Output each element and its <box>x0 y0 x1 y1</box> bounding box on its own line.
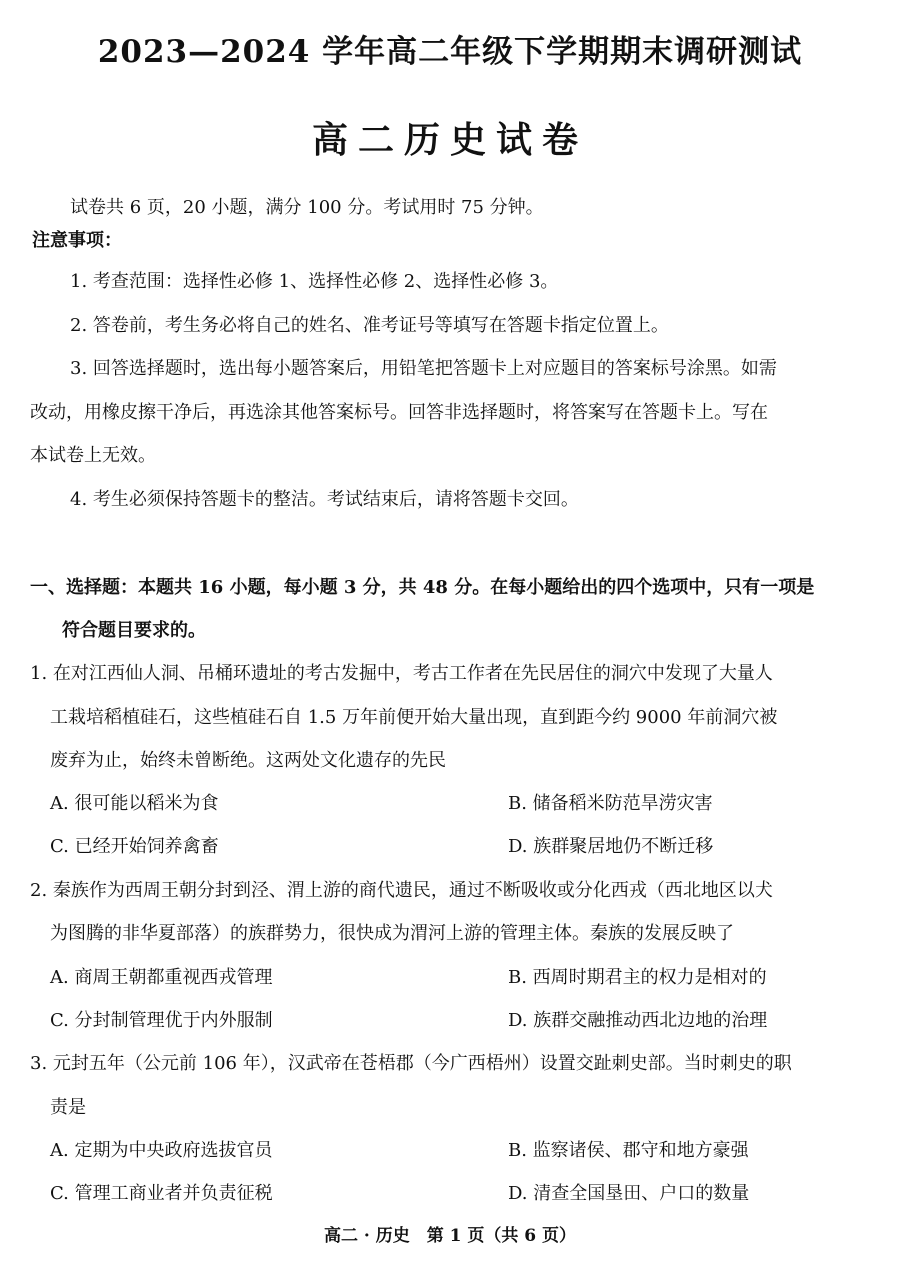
question-1-option-d: D. 族群聚居地仍不断迁移 <box>508 836 714 857</box>
question-1-option-b: B. 储备稻米防范旱涝灾害 <box>508 793 713 814</box>
notice-item: 1. 考查范围：选择性必修 1、选择性必修 2、选择性必修 3。 <box>70 271 559 292</box>
question-3-option-b: B. 监察诸侯、郡守和地方豪强 <box>508 1140 749 1161</box>
page-footer: 高二 · 历史 第 1 页（共 6 页） <box>323 1226 577 1246</box>
question-3-option-c: C. 管理工商业者并负责征税 <box>50 1183 273 1204</box>
question-3-text: 3. 元封五年（公元前 106 年），汉武帝在苍梧郡（今广西梧州）设置交趾刺史部。当时刺史的职 <box>30 1053 792 1074</box>
question-1-text: 1. 在对江西仙人洞、吊桶环遗址的考古发掘中，考古工作者在先民居住的洞穴中发现了大量人 <box>30 663 773 684</box>
section-heading: 一、选择题：本题共 16 小题，每小题 3 分，共 48 分。在每小题给出的四个选项中，只有一项是 <box>30 577 815 598</box>
notice-heading: 注意事项： <box>32 230 122 251</box>
question-1-text: 废弃为止，始终未曾断绝。这两处文化遗存的先民 <box>50 750 446 771</box>
question-2-option-b: B. 西周时期君主的权力是相对的 <box>508 967 767 988</box>
question-2-text: 2. 秦族作为西周王朝分封到泾、渭上游的商代遗民，通过不断吸收或分化西戎（西北地区以犬 <box>30 880 773 901</box>
question-2-option-d: D. 族群交融推动西北边地的治理 <box>508 1010 768 1031</box>
question-1-text: 工栽培稻植硅石，这些植硅石自 1.5 万年前便开始大量出现，直到距今约 9000 年前洞穴被 <box>50 707 778 728</box>
question-1-option-a: A. 很可能以稻米为食 <box>50 793 219 814</box>
exam-intro: 试卷共 6 页，20 小题，满分 100 分。考试用时 75 分钟。 <box>70 197 544 218</box>
section-heading-cont: 符合题目要求的。 <box>62 620 206 641</box>
question-2-text: 为图腾的非华夏部落）的族群势力，很快成为渭河上游的管理主体。秦族的发展反映了 <box>50 923 734 944</box>
notice-item: 改动，用橡皮擦干净后，再选涂其他答案标号。回答非选择题时，将答案写在答题卡上。写在 <box>30 402 768 423</box>
question-3-option-d: D. 清查全国垦田、户口的数量 <box>508 1183 750 1204</box>
exam-title: 2023—2024 学年高二年级下学期期末调研测试 <box>97 34 803 70</box>
question-2-option-a: A. 商周王朝都重视西戎管理 <box>50 967 273 988</box>
notice-item: 4. 考生必须保持答题卡的整洁。考试结束后，请将答题卡交回。 <box>70 489 579 510</box>
question-3-text: 责是 <box>50 1097 86 1118</box>
question-2-option-c: C. 分封制管理优于内外服制 <box>50 1010 273 1031</box>
exam-subtitle: 高二历史试卷 <box>311 119 588 161</box>
question-3-option-a: A. 定期为中央政府选拔官员 <box>50 1140 273 1161</box>
notice-item: 2. 答卷前，考生务必将自己的姓名、准考证号等填写在答题卡指定位置上。 <box>70 315 669 336</box>
question-1-option-c: C. 已经开始饲养禽畜 <box>50 836 219 857</box>
notice-item: 3. 回答选择题时，选出每小题答案后，用铅笔把答题卡上对应题目的答案标号涂黑。如需 <box>70 358 777 379</box>
notice-item: 本试卷上无效。 <box>30 445 156 466</box>
